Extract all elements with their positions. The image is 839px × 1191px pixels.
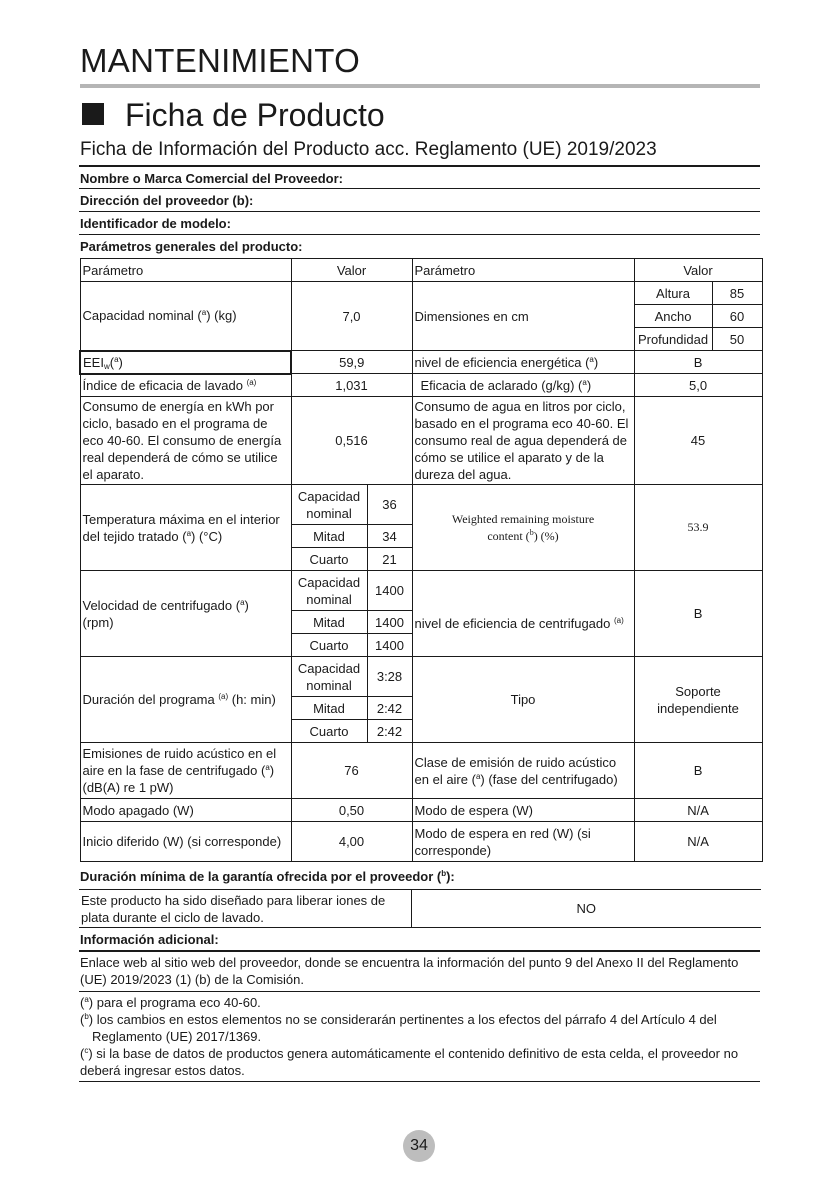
spin-row-name: Cuarto bbox=[291, 634, 367, 657]
warranty-label: Duración mínima de la garantía ofrecida por el proveedor ($^b$): bbox=[80, 869, 455, 884]
footnote-a-text: para el programa eco 40-60. bbox=[96, 995, 261, 1010]
duration-row-value: 2:42 bbox=[367, 720, 412, 743]
dim-name: Profundidad bbox=[634, 328, 712, 351]
page-title: MANTENIMIENTO bbox=[80, 42, 361, 79]
eei-value: 59,9 bbox=[291, 351, 412, 374]
off-mode-value: 0,50 bbox=[291, 799, 412, 822]
table-row bbox=[80, 799, 762, 822]
table-row bbox=[80, 657, 762, 697]
network-standby-value: N/A bbox=[634, 822, 762, 862]
type-label: Tipo bbox=[412, 657, 634, 743]
energy-consumption-value: 0,516 bbox=[291, 397, 412, 485]
dim-value: 60 bbox=[712, 305, 762, 328]
delay-start-label: Inicio diferido (W) (si corresponde) bbox=[80, 822, 291, 862]
wash-index-label: Índice de eficacia de lavado $^{(a)}$ bbox=[80, 374, 291, 397]
header-valor-2: Valor bbox=[634, 259, 762, 282]
temp-row-name: Mitad bbox=[291, 525, 367, 548]
divider bbox=[79, 165, 760, 167]
temperature-label: Temperatura máxima en el interior del tejido tratado ($^a$) (°C) bbox=[80, 485, 291, 571]
dim-value: 85 bbox=[712, 282, 762, 305]
capacity-label: Capacidad nominal ($^a$) (kg) bbox=[80, 282, 291, 351]
temp-row-name: Capacidad nominal bbox=[291, 485, 367, 525]
wash-index-value: 1,031 bbox=[291, 374, 412, 397]
noise-class-label: Clase de emisión de ruido acústico en el aire ($^a$) (fase del centrifugado) bbox=[412, 743, 634, 799]
table-row bbox=[80, 282, 762, 305]
subtitle: Ficha de Información del Producto acc. Reglamento (UE) 2019/2023 bbox=[80, 139, 657, 160]
dim-value: 50 bbox=[712, 328, 762, 351]
temp-row-value: 21 bbox=[367, 548, 412, 571]
silver-ion-label: Este producto ha sido diseñado para liberar iones de plata durante el ciclo de lavado. bbox=[79, 890, 411, 928]
divider bbox=[79, 991, 760, 992]
field-model: Identificador de modelo: bbox=[80, 216, 231, 231]
divider bbox=[79, 1081, 760, 1082]
spin-speed-label: Velocidad de centrifugado ($^a$) (rpm) bbox=[80, 571, 291, 657]
divider bbox=[79, 188, 760, 189]
silver-ion-value: NO bbox=[411, 890, 761, 928]
standby-label: Modo de espera (W) bbox=[412, 799, 634, 822]
dim-name: Ancho bbox=[634, 305, 712, 328]
spin-row-name: Mitad bbox=[291, 611, 367, 634]
title-divider bbox=[80, 84, 760, 88]
dimensions-label: Dimensiones en cm bbox=[412, 282, 634, 351]
temp-row-value: 36 bbox=[367, 485, 412, 525]
table-row bbox=[80, 822, 762, 862]
rinse-value: 5,0 bbox=[634, 374, 762, 397]
spin-row-value: 1400 bbox=[367, 571, 412, 611]
divider bbox=[79, 234, 760, 235]
noise-class-value: B bbox=[634, 743, 762, 799]
moisture-value: 53.9 bbox=[634, 485, 762, 571]
duration-row-value: 3:28 bbox=[367, 657, 412, 697]
standby-value: N/A bbox=[634, 799, 762, 822]
divider bbox=[79, 950, 760, 952]
additional-info-text: Enlace web al sitio web del proveedor, donde se encuentra la información del punto 9 del Anexo II del Reglamento (UE) 2019/2023 (1) (b) de la Comisión. bbox=[80, 955, 739, 987]
off-mode-label: Modo apagado (W) bbox=[80, 799, 291, 822]
spin-efficiency-value: B bbox=[634, 571, 762, 657]
spin-efficiency-label: nivel de eficiencia de centrifugado $^{(a)}$ bbox=[412, 571, 634, 657]
moisture-label: Weighted remaining moisture content ($^b$) (%) bbox=[412, 485, 634, 571]
footnote-c-text: si la base de datos de productos genera automáticamente el contenido definitivo de esta celda, el proveedor no deberá ingresar estos datos. bbox=[80, 1046, 739, 1078]
footnote-b-text: los cambios en estos elementos no se considerarán pertinentes a los efectos del párrafo 4 del Artículo 4 del Reglamento (UE) 2017/1369. bbox=[92, 1012, 717, 1044]
field-address: Dirección del proveedor (b): bbox=[80, 193, 254, 208]
water-consumption-value: 45 bbox=[634, 397, 762, 485]
energy-efficiency-label: nivel de eficiencia energética ($^a$) bbox=[412, 351, 634, 374]
delay-start-value: 4,00 bbox=[291, 822, 412, 862]
spec-table bbox=[79, 258, 763, 862]
divider bbox=[79, 211, 760, 212]
duration-label: Duración del programa $^{(a)}$ (h: min) bbox=[80, 657, 291, 743]
spin-row-value: 1400 bbox=[367, 634, 412, 657]
table-row bbox=[80, 351, 762, 374]
footnote-a: ($^a$) para el programa eco 40-60. bbox=[80, 995, 261, 1010]
type-value: Soporte independiente bbox=[634, 657, 762, 743]
energy-efficiency-value: B bbox=[634, 351, 762, 374]
table-header-row bbox=[80, 259, 762, 282]
page-number: 34 bbox=[403, 1130, 435, 1162]
eei-label: $EEI_w(^a)$ bbox=[80, 351, 291, 374]
field-brand: Nombre o Marca Comercial del Proveedor: bbox=[80, 171, 343, 186]
table-row bbox=[80, 485, 762, 525]
capacity-value: 7,0 bbox=[291, 282, 412, 351]
duration-row-name: Cuarto bbox=[291, 720, 367, 743]
spin-row-name: Capacidad nominal bbox=[291, 571, 367, 611]
table-row bbox=[80, 374, 762, 397]
temp-row-value: 34 bbox=[367, 525, 412, 548]
header-param-2: Parámetro bbox=[412, 259, 634, 282]
rinse-label: Eficacia de aclarado (g/kg) ($^a$) bbox=[412, 374, 634, 397]
duration-row-name: Capacidad nominal bbox=[291, 657, 367, 697]
field-general: Parámetros generales del producto: bbox=[80, 239, 303, 254]
water-consumption-label: Consumo de agua en litros por ciclo, basado en el programa eco 40-60. El consumo real de agua dependerá de cómo se utilice el aparato y de la dureza del agua. bbox=[412, 397, 634, 485]
footnote-c: ($^c$) si la base de datos de productos genera automáticamente el contenido definitivo de esta celda, el proveedor no deberá ingresar estos datos. bbox=[80, 1046, 739, 1078]
table-row bbox=[80, 571, 762, 611]
additional-info-label: Información adicional: bbox=[80, 932, 219, 947]
section-square-icon bbox=[82, 103, 104, 125]
table-row bbox=[79, 890, 761, 928]
noise-value: 76 bbox=[291, 743, 412, 799]
spin-row-value: 1400 bbox=[367, 611, 412, 634]
section-title: Ficha de Producto bbox=[125, 97, 385, 133]
duration-row-value: 2:42 bbox=[367, 697, 412, 720]
footnote-b: ($^b$) los cambios en estos elementos no se considerarán pertinentes a los efectos del párrafo 4 del Artículo 4 del Reglamento (UE) 2017/1369. bbox=[80, 1012, 717, 1044]
header-param: Parámetro bbox=[80, 259, 291, 282]
table-row bbox=[80, 743, 762, 799]
dim-name: Altura bbox=[634, 282, 712, 305]
noise-label: Emisiones de ruido acústico en el aire en la fase de centrifugado ($^a$) (dB(A) re 1 pW) bbox=[80, 743, 291, 799]
energy-consumption-label: Consumo de energía en kWh por ciclo, basado en el programa de eco 40-60. El consumo de energía real dependerá de cómo se utilice el aparato. bbox=[80, 397, 291, 485]
table-row bbox=[80, 397, 762, 485]
temp-row-name: Cuarto bbox=[291, 548, 367, 571]
network-standby-label: Modo de espera en red (W) (si corresponde) bbox=[412, 822, 634, 862]
silver-ion-table bbox=[79, 889, 761, 928]
duration-row-name: Mitad bbox=[291, 697, 367, 720]
header-valor: Valor bbox=[291, 259, 412, 282]
